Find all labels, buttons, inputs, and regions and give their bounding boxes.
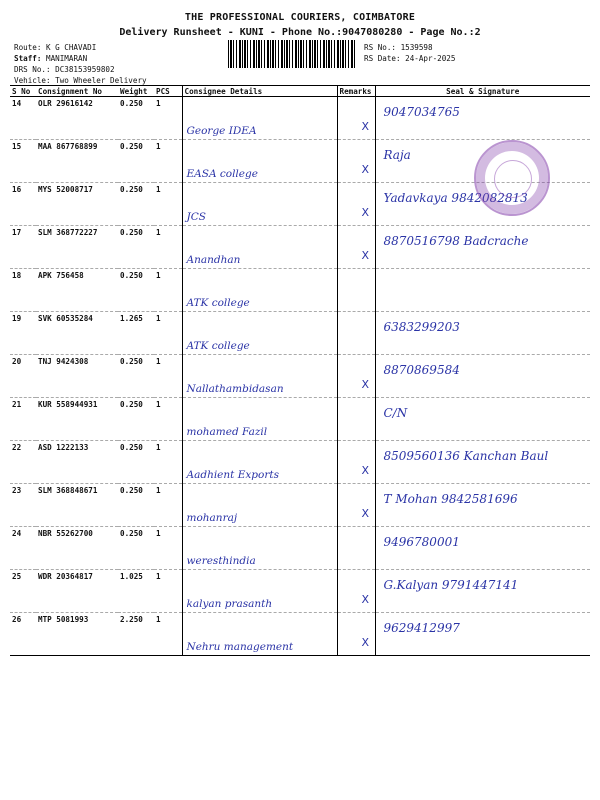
row-remarks <box>337 613 375 656</box>
signature-handwritten: Raja <box>383 148 411 162</box>
remark-mark: X <box>361 206 370 219</box>
col-weight-header: Weight <box>118 86 154 97</box>
row-consignee-details <box>182 441 337 484</box>
row-seal-signature <box>375 527 590 570</box>
col-remarks-header: Remarks <box>337 86 375 97</box>
col-consignment-header: Consignment No <box>36 86 118 97</box>
consignee-cell-box <box>185 357 335 397</box>
consignee-cell-box <box>185 443 335 483</box>
row-remarks <box>337 140 375 183</box>
table-row <box>10 97 590 140</box>
row-consignment-no: SLM 368772227 <box>36 226 118 269</box>
signature-handwritten: C/N <box>383 406 408 420</box>
row-consignee-details <box>182 570 337 613</box>
row-sno: 16 <box>10 183 36 226</box>
row-pcs: 1 <box>154 226 182 269</box>
row-sno: 19 <box>10 312 36 355</box>
rs-date: RS Date: 24-Apr-2025 <box>364 54 456 63</box>
row-remarks <box>337 484 375 527</box>
table-row <box>10 527 590 570</box>
signature-cell-box <box>378 228 589 268</box>
meta-block-right <box>364 42 455 64</box>
consignee-cell-box <box>185 314 335 354</box>
signature-handwritten: Yadavkaya 9842082813 <box>383 191 528 205</box>
runsheet-title: THE PROFESSIONAL COURIERS, COIMBATORE <box>184 12 416 23</box>
signature-handwritten: 6383299203 <box>383 320 460 334</box>
row-sno: 26 <box>10 613 36 656</box>
row-remarks <box>337 441 375 484</box>
row-seal-signature <box>375 97 590 140</box>
row-consignee-details <box>182 140 337 183</box>
col-pcs-header: PCS <box>154 86 182 97</box>
consignee-handwritten: EASA college <box>186 168 258 180</box>
remarks-cell-box <box>340 271 373 311</box>
row-consignee-details <box>182 226 337 269</box>
signature-cell-box <box>378 572 589 612</box>
signature-handwritten: 8509560136 Kanchan Baul <box>383 449 549 463</box>
row-weight: 0.250 <box>118 97 154 140</box>
signature-handwritten: 9629412997 <box>383 621 460 635</box>
row-seal-signature <box>375 355 590 398</box>
row-pcs: 1 <box>154 312 182 355</box>
signature-cell-box <box>378 529 589 569</box>
row-consignment-no: APK 756458 <box>36 269 118 312</box>
signature-cell-box <box>378 615 589 655</box>
row-sno: 17 <box>10 226 36 269</box>
signature-handwritten: G.Kalyan 9791447141 <box>383 578 519 592</box>
remarks-cell-box <box>340 228 373 268</box>
row-pcs: 1 <box>154 355 182 398</box>
consignee-cell-box <box>185 486 335 526</box>
consignee-handwritten: ATK college <box>186 297 250 309</box>
row-seal-signature <box>375 269 590 312</box>
row-weight: 0.250 <box>118 484 154 527</box>
table-header-row <box>10 86 590 97</box>
row-consignee-details <box>182 613 337 656</box>
row-pcs: 1 <box>154 140 182 183</box>
row-sno: 25 <box>10 570 36 613</box>
remark-mark: X <box>361 507 370 520</box>
signature-handwritten: 8870869584 <box>383 363 460 377</box>
consignee-handwritten: kalyan prasanth <box>186 598 273 610</box>
row-consignment-no: SLM 368848671 <box>36 484 118 527</box>
row-pcs: 1 <box>154 183 182 226</box>
row-consignment-no: TNJ 9424308 <box>36 355 118 398</box>
row-sno: 18 <box>10 269 36 312</box>
row-sno: 15 <box>10 140 36 183</box>
row-seal-signature <box>375 312 590 355</box>
signature-handwritten: 8870516798 Badcrache <box>383 234 529 248</box>
table-row <box>10 269 590 312</box>
row-weight: 0.250 <box>118 355 154 398</box>
row-sno: 22 <box>10 441 36 484</box>
drs-number: DRS No.: DC38153959802 <box>14 65 115 74</box>
row-remarks <box>337 527 375 570</box>
row-consignment-no: MAA 867768899 <box>36 140 118 183</box>
table-row <box>10 613 590 656</box>
seal-stamp <box>474 140 550 216</box>
seal-stamp-inner <box>494 160 532 198</box>
row-sno: 20 <box>10 355 36 398</box>
consignee-handwritten: JCS <box>186 211 206 223</box>
row-weight: 0.250 <box>118 269 154 312</box>
signature-cell-box <box>378 400 589 440</box>
row-remarks <box>337 97 375 140</box>
row-seal-signature <box>375 226 590 269</box>
col-sno-header: S No <box>10 86 36 97</box>
row-weight: 0.250 <box>118 441 154 484</box>
col-seal-header: Seal & Signature <box>375 86 590 97</box>
consignee-cell-box <box>185 529 335 569</box>
consignee-cell-box <box>185 142 335 182</box>
consignee-handwritten: Anandhan <box>186 254 241 266</box>
row-weight: 0.250 <box>118 140 154 183</box>
staff-label: Staff: <box>14 54 42 63</box>
row-seal-signature <box>375 398 590 441</box>
row-consignment-no: SVK 60535284 <box>36 312 118 355</box>
signature-handwritten: T Mohan 9842581696 <box>383 492 518 506</box>
table-row <box>10 226 590 269</box>
row-weight: 2.250 <box>118 613 154 656</box>
row-remarks <box>337 183 375 226</box>
remarks-cell-box <box>340 615 373 655</box>
consignee-cell-box <box>185 572 335 612</box>
row-weight: 0.250 <box>118 183 154 226</box>
row-seal-signature <box>375 613 590 656</box>
row-sno: 23 <box>10 484 36 527</box>
remark-mark: X <box>361 464 370 477</box>
row-sno: 14 <box>10 97 36 140</box>
row-weight: 1.025 <box>118 570 154 613</box>
row-consignee-details <box>182 484 337 527</box>
row-consignee-details <box>182 183 337 226</box>
consignee-cell-box <box>185 271 335 311</box>
row-remarks <box>337 312 375 355</box>
row-pcs: 1 <box>154 484 182 527</box>
remark-mark: X <box>361 636 370 649</box>
remarks-cell-box <box>340 400 373 440</box>
row-pcs: 1 <box>154 441 182 484</box>
row-consignment-no: MTP 5081993 <box>36 613 118 656</box>
consignee-cell-box <box>185 99 335 139</box>
row-consignment-no: ASD 1222133 <box>36 441 118 484</box>
rs-number: RS No.: 1539598 <box>364 43 433 52</box>
row-consignment-no: MYS 52008717 <box>36 183 118 226</box>
consignee-handwritten: Aadhient Exports <box>186 469 279 481</box>
remark-mark: X <box>361 120 370 133</box>
consignee-handwritten: mohamed Fazil <box>186 426 268 438</box>
table-row <box>10 312 590 355</box>
vehicle-text: Vehicle: Two Wheeler Delivery <box>14 76 147 85</box>
signature-cell-box <box>378 443 589 483</box>
table-row <box>10 484 590 527</box>
row-seal-signature <box>375 570 590 613</box>
row-remarks <box>337 226 375 269</box>
row-pcs: 1 <box>154 570 182 613</box>
runsheet-subtitle: Delivery Runsheet - KUNI - Phone No.:9047080280 - Page No.:2 <box>119 27 481 38</box>
staff-line <box>14 53 147 64</box>
consignee-cell-box <box>185 400 335 440</box>
remarks-cell-box <box>340 185 373 225</box>
remarks-cell-box <box>340 529 373 569</box>
remarks-cell-box <box>340 443 373 483</box>
remark-mark: X <box>361 249 370 262</box>
remarks-cell-box <box>340 314 373 354</box>
route-text: Route: K G CHAVADI <box>14 43 97 52</box>
row-weight: 0.250 <box>118 398 154 441</box>
signature-cell-box <box>378 314 589 354</box>
row-consignee-details <box>182 527 337 570</box>
remarks-cell-box <box>340 99 373 139</box>
remarks-cell-box <box>340 142 373 182</box>
row-sno: 21 <box>10 398 36 441</box>
row-consignee-details <box>182 269 337 312</box>
row-pcs: 1 <box>154 398 182 441</box>
staff-name: MANIMARAN <box>46 54 88 63</box>
signature-handwritten: 9047034765 <box>383 105 460 119</box>
consignee-handwritten: weresthindia <box>186 555 256 567</box>
consignee-cell-box <box>185 228 335 268</box>
row-remarks <box>337 570 375 613</box>
signature-handwritten: 9496780001 <box>383 535 460 549</box>
row-pcs: 1 <box>154 527 182 570</box>
row-remarks <box>337 355 375 398</box>
consignee-handwritten: mohanraj <box>186 512 238 524</box>
consignee-handwritten: Nehru management <box>186 641 294 653</box>
meta-block-left <box>14 42 147 86</box>
signature-cell-box <box>378 99 589 139</box>
row-consignment-no: WDR 20364817 <box>36 570 118 613</box>
row-consignee-details <box>182 312 337 355</box>
row-pcs: 1 <box>154 613 182 656</box>
consignee-cell-box <box>185 615 335 655</box>
row-consignment-no: KUR 558944931 <box>36 398 118 441</box>
row-weight: 0.250 <box>118 527 154 570</box>
row-consignee-details <box>182 355 337 398</box>
consignee-handwritten: George IDEA <box>186 125 257 137</box>
remark-mark: X <box>361 378 370 391</box>
consignee-handwritten: ATK college <box>186 340 250 352</box>
table-row <box>10 570 590 613</box>
remark-mark: X <box>361 593 370 606</box>
row-pcs: 1 <box>154 269 182 312</box>
signature-cell-box <box>378 357 589 397</box>
row-weight: 1.265 <box>118 312 154 355</box>
table-row <box>10 441 590 484</box>
row-seal-signature <box>375 441 590 484</box>
signature-cell-box <box>378 271 589 311</box>
table-row <box>10 355 590 398</box>
row-sno: 24 <box>10 527 36 570</box>
remarks-cell-box <box>340 486 373 526</box>
row-weight: 0.250 <box>118 226 154 269</box>
row-pcs: 1 <box>154 97 182 140</box>
remark-mark: X <box>361 163 370 176</box>
barcode-image <box>228 40 356 68</box>
row-consignment-no: NBR 55262700 <box>36 527 118 570</box>
row-consignee-details <box>182 97 337 140</box>
remarks-cell-box <box>340 572 373 612</box>
consignee-cell-box <box>185 185 335 225</box>
signature-cell-box <box>378 486 589 526</box>
row-consignment-no: OLR 29616142 <box>36 97 118 140</box>
row-remarks <box>337 398 375 441</box>
row-consignee-details <box>182 398 337 441</box>
consignee-handwritten: Nallathambidasan <box>186 383 284 395</box>
remarks-cell-box <box>340 357 373 397</box>
row-remarks <box>337 269 375 312</box>
col-consignee-header: Consignee Details <box>182 86 337 97</box>
row-seal-signature <box>375 484 590 527</box>
table-row <box>10 398 590 441</box>
